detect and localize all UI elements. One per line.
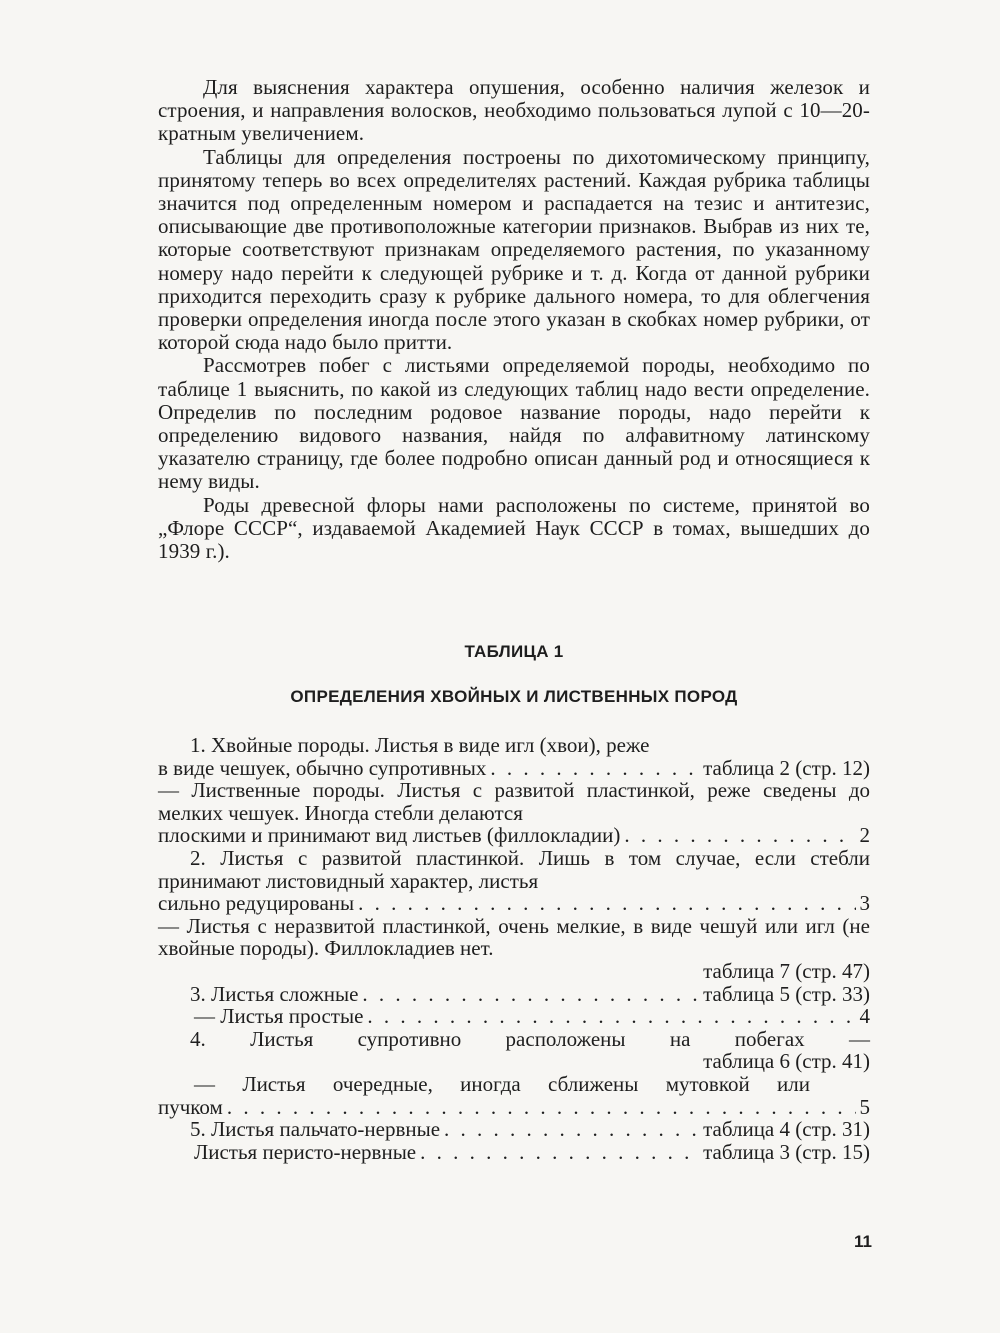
paragraph-procedure: Рассмотрев побег с листьями определяемой породы, необходимо по таблице 1 выяснить, по какой из следующих таблиц надо вести определение. Определив по последним родовое название породы, надо перейти к определению видового названия, найдя по алфавитному латинскому указателю страницу, где более подробно описан данный род и относящиеся к нему виды. — [158, 353, 870, 494]
step-ref: 5 — [859, 1094, 870, 1119]
table-ref: таблица 3 (стр. 15) — [703, 1139, 870, 1164]
key-entry-5b: Листья перисто-нервные . . . таблица 3 (стр. 15) — [158, 1141, 870, 1164]
intro-text — [158, 76, 870, 563]
leader-dots — [624, 824, 855, 847]
key-entry-1b-end: плоскими и принимают вид листьев (филлокладии) . . . 2 — [158, 824, 870, 847]
table-ref: таблица 4 (стр. 31) — [703, 1117, 870, 1142]
leader-dots — [490, 757, 699, 780]
paragraph-magnifier: Для выяснения характера опушения, особенно наличия железок и строения, и направления волосков, необходимо пользоваться лупой с 10—20-кратным увеличением. — [158, 75, 870, 146]
table-heading: ТАБЛИЦА 1 — [464, 642, 564, 661]
page-number: 11 — [854, 1232, 872, 1251]
key-entry-3a: 3. Листья сложные . . . таблица 5 (стр. 33) — [158, 983, 870, 1006]
table-title: ОПРЕДЕЛЕНИЯ ХВОЙНЫХ И ЛИСТВЕННЫХ ПОРОД — [290, 687, 738, 706]
key-entry-2a-end: сильно редуцированы . . . 3 — [158, 892, 870, 915]
step-ref: 2 — [859, 823, 870, 848]
leader-dots — [367, 1005, 855, 1028]
key-entry-1b: — Лиственные породы. Листья с развитой пластинкой, реже сведены до мелких чешуек. Иногда стебли делаются — [158, 778, 870, 825]
key-entry-1a-line1: 1. Хвойные породы. Листья в виде игл (хвои), реже — [190, 733, 650, 757]
paragraph-dichotomy: Таблицы для определения построены по дихотомическому принципу, принятому теперь во всех определителях растений. Каждая рубрика таблицы значится под определенным номером и распадается на тезис и антитезис, описывающие две противоположные категории признаков. Выбрав из них те, которые соответствуют признакам определяемого растения, по указанному номеру надо перейти к следующей рубрике и т. д. Когда от данной рубрики приходится переходить сразу к рубрике дального номера, то для облегчения проверки определения иногда после этого указан в скобках номер рубрики, от которой сюда надо было притти. — [158, 144, 870, 355]
leader-dots — [362, 983, 699, 1006]
paragraph-system: Роды древесной флоры нами расположены по системе, принятой во „Флоре СССР“, издаваемой Академией Наук СССР в томах, вышедших до 1939 г.). — [158, 492, 870, 564]
leader-dots — [227, 1096, 856, 1119]
table-ref: таблица 7 (стр. 47) — [703, 958, 870, 983]
key-entry-5a: 5. Листья пальчато-нервные . . . таблица 4 (стр. 31) — [158, 1118, 870, 1141]
key-entry-4a: 4. Листья супротивно расположены на побегах — — [190, 1026, 870, 1051]
step-ref: 3 — [859, 891, 870, 916]
key-entry-2b: — Листья с неразвитой пластинкой, очень мелкие, в виде чешуй или игл (не хвойные породы). Филлокладиев нет. — [158, 913, 870, 961]
key-entry-3b: — Листья простые . . . 4 — [158, 1005, 870, 1028]
key-entry-4b-end: пучком . . . 5 — [158, 1096, 870, 1119]
key-entry-1a: в виде чешуек, обычно супротивных . . . таблица 2 (стр. 12) — [158, 757, 870, 780]
identification-key — [158, 734, 870, 1163]
step-ref: 4 — [859, 1004, 870, 1029]
leader-dots — [420, 1141, 699, 1164]
leader-dots — [444, 1118, 699, 1141]
table-ref: таблица 6 (стр. 41) — [703, 1049, 870, 1074]
table-ref: таблица 2 (стр. 12) — [703, 755, 870, 780]
key-entry-4b: — Листья очередные, иногда сближены мутовкой или — [194, 1071, 810, 1096]
leader-dots — [358, 892, 855, 915]
table-ref: таблица 5 (стр. 33) — [703, 981, 870, 1006]
key-entry-2a: 2. Листья с развитой пластинкой. Лишь в том случае, если стебли принимают листовидный характер, листья — [158, 845, 870, 893]
